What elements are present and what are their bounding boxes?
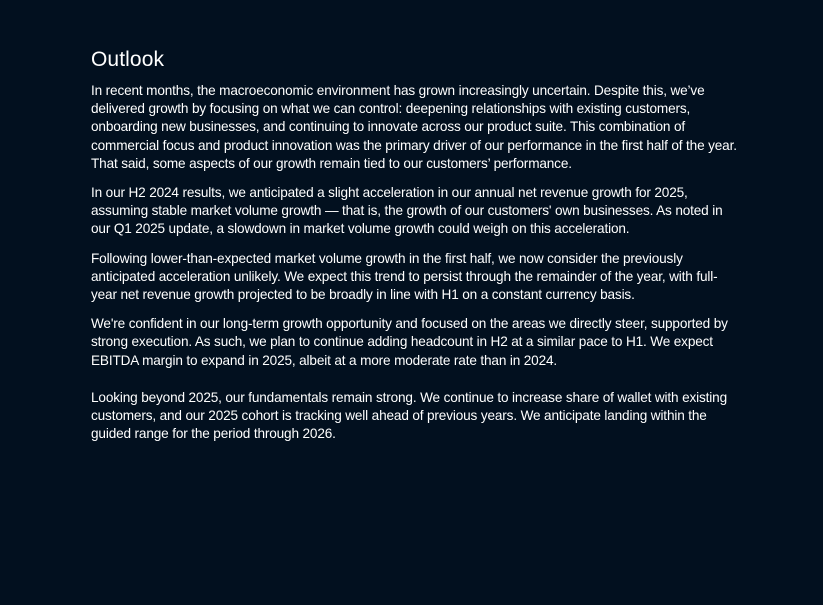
paragraph-beyond-2025: Looking beyond 2025, our fundamentals remain strong. We continue to increase share of wallet with existing customers, and our 2025 cohort is tracking well ahead of previous years. We anticipate landing within the guided range for the period through 2026. [91, 389, 727, 442]
paragraph-long-term-growth: We're confident in our long-term growth opportunity and focused on the areas we directly steer, supported by strong execution. As such, we plan to continue adding headcount in H2 at a similar pace to H1. We expect EBITDA margin to expand in 2025, albeit at a more moderate rate than in 2024. [91, 316, 728, 368]
paragraph-macro-environment: In recent months, the macroeconomic environment has grown increasingly uncertain. Despite this, we’ve delivered growth by focusing on what we can control: deepening relationships with existing customers, onboarding new businesses, and continuing to innovate across our product suite. This combination of commercial focus and product innovation was the primary driver of our performance in the first half of the year. That said, some aspects of our growth remain tied to our customers’ performance. [91, 83, 737, 171]
section-heading: Outlook [91, 48, 165, 71]
paragraph-market-volume: Following lower-than-expected market volume growth in the first half, we now consider the previously anticipated acceleration unlikely. We expect this trend to persist through the remainder of the year, with full-year net revenue growth projected to be broadly in line with H1 on a constant currency basis. [91, 250, 718, 303]
paragraph-h2-2024-results: In our H2 2024 results, we anticipated a slight acceleration in our annual net revenue growth for 2025, assuming stable market volume growth — that is, the growth of our customers' own businesses. As noted in our Q1 2025 update, a slowdown in market volume growth could weigh on this acceleration. [91, 185, 723, 237]
